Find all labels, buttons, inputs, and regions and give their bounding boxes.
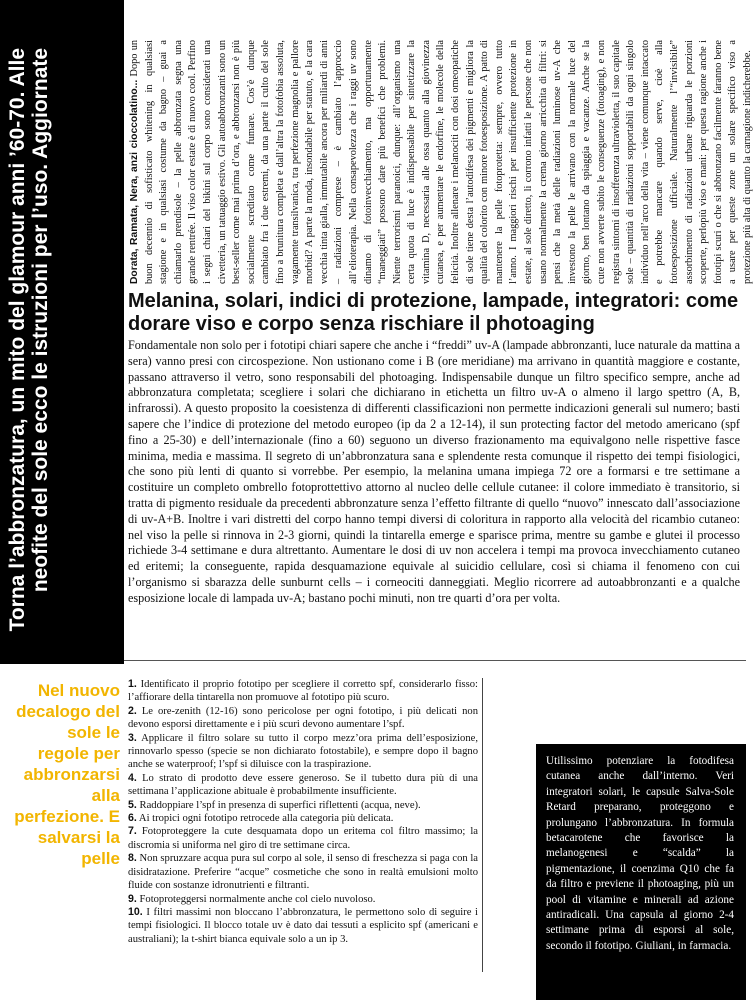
- supplement-box-text: Utilissimo potenziare la fotodifesa cutanea anche dall’interno. Veri integratori solari, le capsule Salva-Sole Retard preparano, proteggono e prolungano l’abbronzatura. In formula betacarotene che favorisce la melanogenesi e “scalda” la pigmentazione, il coenzima Q10 che fa da filtro e previene il photoaging, più un pool di vitamine e minerali ad azione antiradicali. Una capsula al giorno 2-4 settimane prima di esporsi al sole, secondo il fototipo. Giuliani, in farmacia.: [546, 755, 734, 952]
- list-item: [128, 705, 478, 732]
- rotated-article-text: [128, 40, 756, 284]
- tip-text: Lo strato di prodotto deve essere generoso. Se il tubetto dura più di una settimana l’applicazione abituale è probabilmente insufficiente.: [128, 772, 478, 798]
- tip-text: Non spruzzare acqua pura sul corpo al sole, il senso di freschezza si paga con la disidratazione. Preferire “acque” cosmetiche che sono in realtà emulsioni molto fluide con sostanze idronutrienti e filtranti.: [128, 853, 478, 892]
- tip-text: Fotoproteggere la cute desquamata dopo un eritema col filtro massimo; la discromia si uniforma nel giro di tre settimane circa.: [128, 826, 478, 851]
- decalogue-heading: Nel nuovo decalogo del sole le regole per abbronzarsi alla perfezione. E salvarsi la pelle: [14, 681, 120, 868]
- rotated-headline: [2, 40, 124, 660]
- tip-number: 1.: [128, 678, 137, 690]
- tip-number: 7.: [128, 825, 137, 838]
- tip-text: Ai tropici ogni fototipo retrocede alla categoria più delicata.: [138, 813, 394, 825]
- column-rule: [482, 678, 483, 972]
- tip-number: 4.: [128, 771, 137, 784]
- tip-number: 5.: [128, 798, 137, 811]
- tip-text: Fotoproteggersi normalmente anche col cielo nuvoloso.: [139, 893, 376, 905]
- headline-text: Torna l’abbronzatura, un mito del glamour anni ’60-70. Alle neofite del sole ecco le istruzioni per l’uso. Aggiornate: [6, 48, 52, 632]
- list-item: [128, 852, 478, 892]
- decalogue-list: [128, 678, 478, 946]
- tip-number: 10.: [128, 905, 143, 918]
- rotated-article-inner: [128, 40, 753, 284]
- tip-text: Le ore-zenith (12-16) sono pericolose per ogni fototipo, i più delicati non devono esporsi direttamente e i più scuri devono aumentare l’spf.: [128, 705, 478, 731]
- list-item: [128, 732, 478, 772]
- list-item: [128, 825, 478, 852]
- list-item: [128, 812, 478, 825]
- tip-text: Identificato il proprio fototipo per scegliere il corretto spf, considerarlo fisso: l’affiorare della tintarella non promuove al fototipo più scuro.: [128, 679, 478, 704]
- tip-number: 3.: [128, 731, 137, 744]
- tip-number: 9.: [128, 892, 137, 905]
- tip-number: 2.: [128, 704, 137, 717]
- list-item: [128, 799, 478, 812]
- list-item: [128, 678, 478, 705]
- tip-text: I filtri massimi non bloccano l’abbronzatura, le permettono solo di seguire i tempi fisiologici. Il blocco totale uv è dato dai tessuti a esplicito spf (americani e australiani); la t-shirt bianca equivale solo a un ip 3.: [128, 906, 479, 945]
- tip-text: Applicare il filtro solare su tutto il corpo mezz’ora prima dell’esposizione, rinnovarlo spesso (specie se non dichiarato fotostabile), e sempre dopo il bagno anche se waterproof; l’spf si diluisce con la traspirazione.: [128, 732, 478, 771]
- rotated-article-body: Dopo un buon decennio di sofisticato whitening in qualsiasi stagione e in qualsiasi costume da bagno – guai a chiamarlo prendisole – la pelle abbronzata segna una grande rentrée. Il viso color estate è di nuovo cool. Perfino i segni chiari del bikini sul corpo sono considerati una civetteria, un tatuaggio estivo. Gli autoabbronzanti sono un best-seller come mai prima d’ora, e abbronzarsi non è più socialmente screditato come fumare. Cos’è dunque cambiato fra i due estremi, da una parte il culto del sole fino a brunitura completa e dall’altra la fotofobia assoluta, vagamente transilvanica, tra perfezione magnolia e pallore morbid? A parte la moda, insondabile per statuto, e la cara vecchia tinta gialla, immutabile ancora per miliardi di anni – radiazioni comprese – è cambiato l’approccio all’elioterapia. Nella consapevolezza che i raggi uv sono dinamo di fotoinvecchiamento, ma opportunamente “maneggiati” possono dare più benefici che problemi. Niente terrorismi paranoici, dunque: all’organismo una certa quota di luce è indispensabile per sintetizzare la vitamina D, necessaria alle ossa quanto alla giovinezza cutanea, e per aumentare le endorfine, le molecole della felicità. Inoltre allenare i melanociti con dosi omeopatiche di sole tiene desta l’autodifesa dei pigmenti e migliora la qualità del colorito con minore fotoesposizione. A patto di mantenere la pelle fotoprotetta: sempre, ovvero tutto l’anno. I maggiori rischi per insufficiente protezione in estate, al sole diretto, li corrono infatti le persone che non usano normalmente la crema giorno arricchita di filtri: si pensi che la metà delle radiazioni luminose uv-A che investono la pelle le arrivano con la normale luce del giorno, ben lontano da spiaggia e vacanze. Anche se la cute non avverte subito le conseguenze (fotoaging), e non registra sintomi di insofferenza ultravioletta, il suo capitale sole – quantità di radiazioni sopportabili da ogni singolo individuo nell’arco della vita – viene comunque intaccato e potrebbe mancare quando serve, cioè alla fotoesposizione ufficiale. Naturalmente l’“invisibile” assorbimento di radiazioni urbane riguarda le porzioni scoperte, perlopiù viso e mani: per questa ragione anche i fototipi scuri o che si abbronzano facilmente faranno bene a usare per queste zone un solare specifico viso a protezione più alta di quanto la carnagione indicherebbe.: [129, 40, 753, 284]
- list-item: [128, 906, 478, 946]
- rotated-article-column: [128, 40, 753, 284]
- list-item: [128, 893, 478, 906]
- list-item: [128, 772, 478, 799]
- tip-number: 8.: [128, 852, 137, 865]
- article-title: Melanina, solari, indici di protezione, lampade, integratori: come dorare viso e corpo senza rischiare il photoaging: [128, 290, 739, 335]
- tip-number: 6.: [128, 812, 137, 825]
- section-divider: [124, 660, 746, 661]
- rotated-article-lead: Dorata, Ramata, Nera, anzi cioccolatino...: [129, 79, 140, 284]
- article-intro: Fondamentale non solo per i fototipi chiari sapere che anche i “freddi” uv-A (lampade abbronzanti, luce naturale da mattina a sera) vanno presi con circospezione. Non ustionano come i B (ore meridiane) ma arrivano in quantità maggiore e costante, passano attraverso il vetro, sono responsabili del photoaging. Indispensabile dunque un filtro specifico sempre, anche ad abbronzatura completata; scegliere i solari che dichiarano in etichetta un filtro uv-A o almeno il largo spettro (A, B, infrarossi). A questo proposito la coesistenza di differenti classificazioni non permette indicazioni generali sul numero; basti sapere che l’indice di protezione del metodo europeo (ip da 2 a 12-14), il sun protecting factor del metodo americano (spf fino a 25-30) e dell’internazionale (fino a 60) seguono un diverso frazionamento ma equivalgono nelle rispettive fasce minima, media e massima. Il segreto di un’abbronzatura sana e splendente resta comunque il rispetto dei tempi fisiologici, che sono più lenti di quanto si vorrebbe. Per esempio, la melanina umana impiega 72 ore a formarsi e tre settimane a costituire un completo ombrello fotoprottettivo attorno al nucleo delle cellule cutanee: il colore immediato è transitorio, si tratta di pigmento residuale da precedenti abbronzature senza l’effetto filtrante di quello “nuovo” innescato dall’associazione di uv-A+B. Inoltre i vari distretti del corpo hanno tempi diversi di coloritura in rapporto alla velocità del ricambio cutaneo: nel viso la pelle si rinnova in 2-3 giorni, quindi la tintarella emerge e sparisce prima, mentre su gambe e glutei il processo richiede 3-4 settimane e dura altrettanto. Aumentare le dosi di uv non accelera i tempi ma provoca invecchiamento cutaneo ed eritemi; la conseguente, rapida desquamazione equivale al suicidio cellulare, così si chiama il fenomeno con cui l’organismo si sbarazza delle sunburnt cells – i corneociti danneggiati. Meglio ricorrere ad autoabbronzanti e a qualche esposizione locale di lampada uv-A; bastano pochi minuti, non tre quarti d’ora per volta.: [128, 338, 740, 605]
- tip-text: Raddoppiare l’spf in presenza di superfici riflettenti (acqua, neve).: [139, 799, 421, 811]
